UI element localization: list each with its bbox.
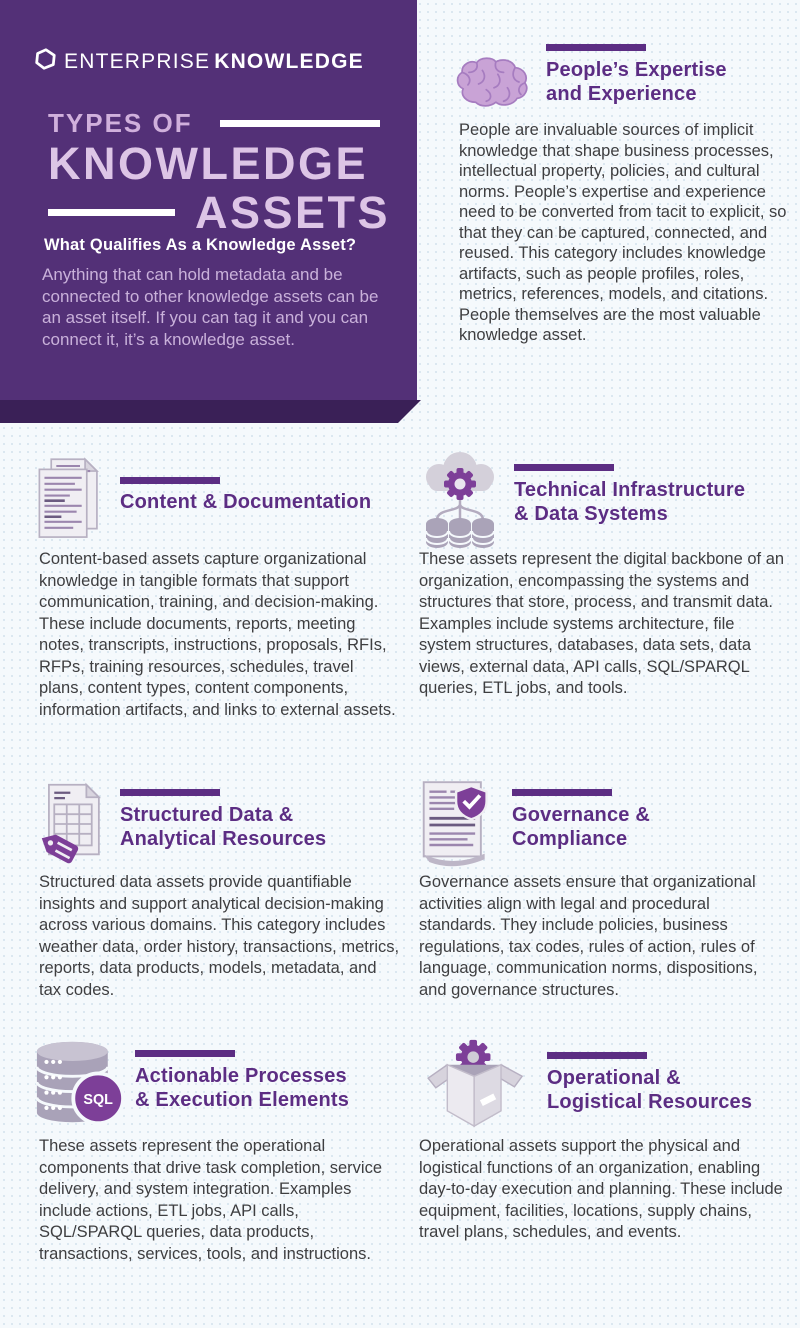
section-body: Operational assets support the physical and logistical functions of an organization, enabling day-to-day execution and planning. These include equipment, facilities, locations, supply chains, travel plans, schedules, and events. bbox=[419, 1137, 783, 1241]
page-title bbox=[48, 108, 391, 238]
section-title: Structured Data & Analytical Resources bbox=[120, 804, 327, 850]
section-body: Structured data assets provide quantifiable insights and support analytical decision-making across various domains. This category includes weather data, order history, transactions, metrics, reports, data products, models, metadata, and tax codes. bbox=[39, 873, 400, 999]
section-accent-bar bbox=[120, 477, 220, 484]
title-divider-line-right bbox=[220, 120, 380, 127]
section-accent-bar bbox=[512, 789, 612, 796]
section-title: Content & Documentation bbox=[120, 491, 372, 513]
section-accent-bar bbox=[546, 44, 646, 51]
hero-panel bbox=[0, 0, 417, 400]
section-governance-compliance bbox=[415, 778, 790, 1040]
section-operational-logistical bbox=[415, 1034, 790, 1306]
section-body: Governance assets ensure that organizational activities align with legal and procedural standards. They include policies, business regulations, tax codes, rules of action, rules of language, communication norms, dispositions, and governance structures. bbox=[419, 873, 758, 999]
section-body: People are invaluable sources of implicit knowledge that shape business processes, intellectual property, policies, and cultural norms. People’s expertise and experience need to be converted from tacit to explicit, so that they can be captured, connected, and reused. This category includes knowledge artifacts, such as people profiles, roles, metrics, references, models, and citations. People themselves are the most valuable knowledge asset. bbox=[459, 121, 787, 344]
brand-logo bbox=[33, 50, 364, 74]
title-row-1 bbox=[48, 108, 380, 139]
sql-label: SQL bbox=[83, 1092, 113, 1109]
documents-icon bbox=[36, 452, 102, 546]
section-accent-bar bbox=[120, 789, 220, 796]
brain-icon bbox=[453, 56, 533, 108]
section-body: Content-based assets capture organizational knowledge in tangible formats that support communication, training, and decision-making. These include documents, reports, meeting notes, transcripts, instructions, proposals, RFIs, RFPs, training resources, schedules, travel plans, content types, content components, information artifacts, and links to external assets. bbox=[39, 550, 396, 719]
section-technical-infrastructure bbox=[415, 450, 790, 752]
section-content-documentation bbox=[30, 450, 396, 752]
section-actionable-processes bbox=[30, 1036, 396, 1306]
brand-name-second: KNOWLEDGE bbox=[214, 50, 364, 73]
spreadsheet-tag-icon bbox=[40, 780, 106, 868]
title-row-3 bbox=[48, 187, 391, 238]
ek-logo-icon bbox=[33, 47, 57, 71]
section-title: Technical Infrastructure & Data Systems bbox=[514, 479, 746, 525]
title-types-of: TYPES OF bbox=[48, 108, 193, 138]
database-sql-icon bbox=[33, 1038, 127, 1128]
section-title: Operational & Logistical Resources bbox=[547, 1067, 753, 1113]
title-knowledge: KNOWLEDGE bbox=[48, 138, 368, 189]
box-gear-icon bbox=[424, 1036, 532, 1130]
title-assets: ASSETS bbox=[195, 187, 391, 238]
section-accent-bar bbox=[135, 1050, 235, 1057]
hero-subheading: What Qualifies As a Knowledge Asset? bbox=[44, 236, 357, 254]
section-title: Actionable Processes & Execution Elements bbox=[135, 1065, 350, 1111]
section-accent-bar bbox=[547, 1052, 647, 1059]
shield-document-icon bbox=[418, 780, 498, 870]
brand-name-first: ENTERPRISE bbox=[64, 50, 211, 73]
cloud-data-icon bbox=[417, 450, 503, 550]
section-title: People’s Expertise and Experience bbox=[546, 59, 727, 105]
section-accent-bar bbox=[514, 464, 614, 471]
hero-description: Anything that can hold metadata and be connected to other knowledge assets can be an asset itself. If you can tag it and you can connect it, it’s a knowledge asset. bbox=[42, 265, 379, 349]
section-peoples-expertise bbox=[440, 38, 792, 412]
section-body: These assets represent the operational components that drive task completion, service delivery, and system integration. Examples include actions, ETL jobs, API calls, SQL/SPARQL queries, data products, transactions, services, tools, and instructions. bbox=[39, 1137, 382, 1263]
section-structured-data bbox=[30, 778, 400, 1040]
section-title: Governance & Compliance bbox=[512, 804, 651, 850]
title-divider-line-left bbox=[48, 209, 175, 216]
brand-name bbox=[64, 50, 364, 74]
section-body: These assets represent the digital backbone of an organization, encompassing the systems and structures that store, process, and transmit data. Examples include systems architecture, file system structures, databases, data sets, data views, external data, API calls, SQL/SPARQL queries, ETL jobs, and tools. bbox=[419, 550, 785, 697]
hero-ribbon-fold bbox=[0, 400, 421, 423]
